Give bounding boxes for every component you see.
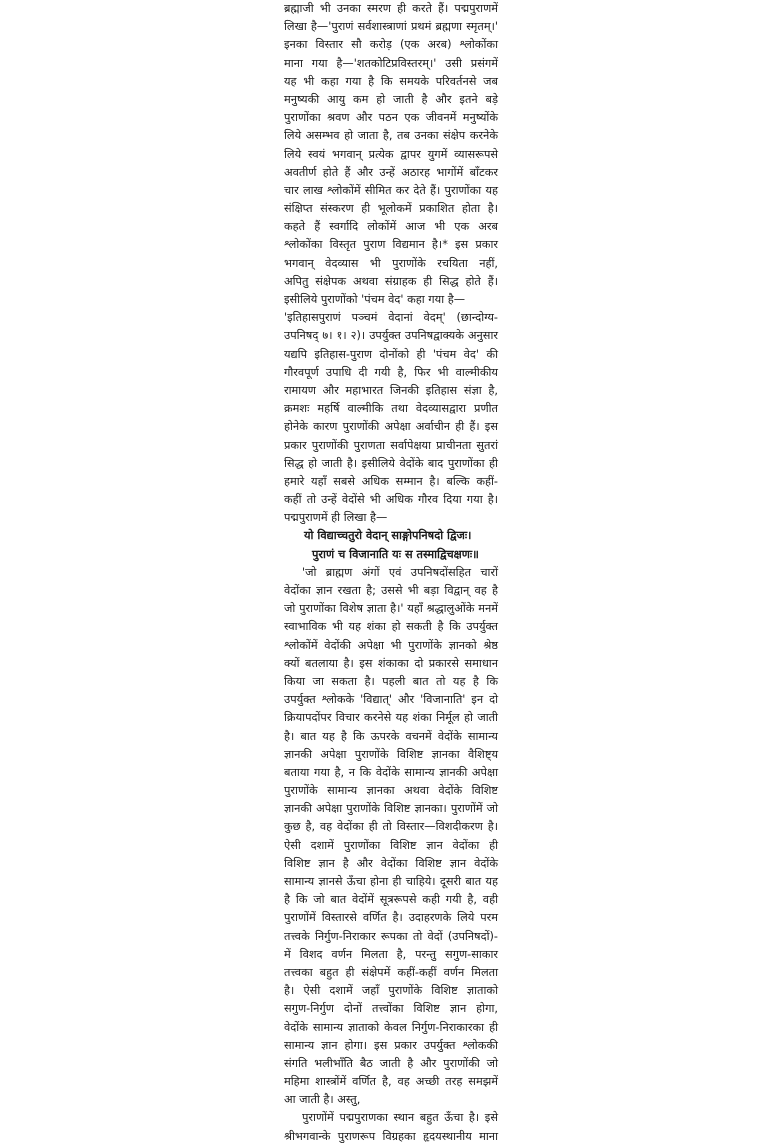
text-line: कुछ है, वह वेदोंका ही तो विस्तार—विशदीकरण है। <box>284 820 498 834</box>
text-line: है। ऐसी दशामें जहाँ पुराणोंके विशिष्ट ज्ञाताको <box>284 984 498 998</box>
text-line: में विशद वर्णन मिलता है, परन्तु सगुण-साकार <box>284 947 498 961</box>
text-line: श्लोकोंमें वेदोंकी अपेक्षा भी पुराणोंके ज्ञानको श्रेष्ठ <box>284 638 498 652</box>
text-line: पद्मपुराणमें ही लिखा है— <box>284 511 388 525</box>
text-line: विशिष्ट ज्ञान है और वेदोंका विशिष्ट ज्ञान वेदोंके <box>284 856 498 870</box>
text-line: संक्षिप्त संस्करण ही भूलोकमें प्रकाशित होता है। <box>284 202 498 216</box>
text-line: गौरवपूर्ण उपाधि दी गयी है, फिर भी वाल्मीकीय <box>284 365 498 379</box>
text-line: है कि जो बात वेदोंमें सूत्ररूपसे कही गयी है, वही <box>284 893 498 907</box>
text-line: क्यों बतलाया है। इस शंकाका दो प्रकारसे समाधान <box>284 656 498 670</box>
text-line: पुराणोंके सामान्य ज्ञानका अथवा वेदोंके विशिष्ट <box>284 784 498 798</box>
text-line: ऐसी दशामें पुराणोंका विशिष्ट ज्ञान वेदोंका ही <box>284 838 498 852</box>
text-line: भगवान् वेदव्यास भी पुराणोंके रचयिता नहीं, <box>284 256 498 270</box>
text-line: यद्यपि इतिहास-पुराण दोनोंको ही 'पंचम वेद' की <box>284 347 498 361</box>
text-line: बताया गया है, न कि वेदोंके सामान्य ज्ञानकी अपेक्षा <box>284 765 498 779</box>
text-line: सामान्य ज्ञान होगा। इस प्रकार उपर्युक्त श्लोककी <box>284 1038 498 1052</box>
text-line: प्रकार पुराणोंकी पुराणता सर्वापेक्षया प्राचीनता सुतरां <box>284 438 498 452</box>
text-line: इनका विस्तार सौ करोड़ (एक अरब) श्लोकोंका <box>284 38 498 52</box>
text-line: होनेके कारण पुराणोंकी अपेक्षा अर्वाचीन ही हैं। इस <box>284 420 498 434</box>
text-line: किया जा सकता है। पहली बात तो यह है कि <box>284 674 498 688</box>
text-line: अवतीर्ण होते हैं और उन्हें अठारह भागोंमें बाँटकर <box>284 165 498 179</box>
text-line: महिमा शास्त्रोंमें वर्णित है, वह अच्छी तरह समझमें <box>284 1075 498 1089</box>
text-line: मनुष्यकी आयु कम हो जाती है और इतने बड़े <box>284 92 498 106</box>
text-line: श्रीभगवान्के पुराणरूप विग्रहका हृदयस्थानीय माना <box>284 1129 498 1143</box>
text-line: क्रियापदोंपर विचार करनेसे यह शंका निर्मूल हो जाती <box>284 711 498 725</box>
text-line: पुराणोंमें पद्मपुराणका स्थान बहुत ऊँचा है। इसे <box>302 1111 498 1125</box>
text-line: है। बात यह है कि ऊपरके वचनमें वेदोंके सामान्य <box>284 729 498 743</box>
text-line: इसीलिये पुराणोंको 'पंचम वेद' कहा गया है— <box>284 293 466 306</box>
text-line: ज्ञानकी अपेक्षा पुराणोंके विशिष्ट ज्ञानका। पुराणोंमें जो <box>284 802 498 816</box>
text-line: ब्रह्माजी भी उनका स्मरण ही करते हैं। पद्मपुराणमें <box>284 2 498 15</box>
text-line: पुराणोंमें विस्तारसे वर्णित है। उदाहरणके लिये परम <box>284 911 498 925</box>
text-line: कहते हैं स्वर्गादि लोकोंमें आज भी एक अरब <box>284 220 498 234</box>
text-line: हमारे यहाँ सबसे अधिक सम्मान है। बल्कि कहीं- <box>284 474 498 488</box>
text-line: जो पुराणोंका विशेष ज्ञाता है।' यहाँ श्रद्धालुओंके मनमें <box>284 602 498 616</box>
text-line: संगति भलीभाँति बैठ जाती है और पुराणोंकी जो <box>284 1056 498 1070</box>
text-line: लिये असम्भव हो जाता है, तब उनका संक्षेप करनेके <box>284 129 498 143</box>
text-line: यह भी कहा गया है कि समयके परिवर्तनसे जब <box>284 74 498 88</box>
text-line: अपितु संक्षेपक अथवा संग्राहक ही सिद्ध होते हैं। <box>284 274 498 288</box>
text-line: पुराणोंका श्रवण और पठन एक जीवनमें मनुष्योंके <box>284 111 498 125</box>
text-line: श्लोकोंका विस्तृत पुराण विद्यमान है।* इस प्रकार <box>284 238 498 252</box>
document-page <box>284 0 498 1143</box>
text-line: लिखा है—'पुराणं सर्वशास्त्राणां प्रथमं ब्रह्मणा स्मृतम्।' <box>284 20 498 34</box>
text-line: सामान्य ज्ञानसे ऊँचा होना ही चाहिये। दूसरी बात यह <box>284 875 498 888</box>
text-line: माना गया है—'शतकोटिप्रविस्तरम्।' उसी प्रसंगमें <box>284 56 498 70</box>
text-line: आ जाती है। अस्तु, <box>284 1093 361 1107</box>
text-line: सिद्ध हो जाती है। इसीलिये वेदोंके बाद पुराणोंका ही <box>284 456 498 470</box>
text-line: तत्त्वका बहुत ही संक्षेपमें कहीं-कहीं वर्णन मिलता <box>284 965 498 979</box>
text-line: कहीं तो उन्हें वेदोंसे भी अधिक गौरव दिया गया है। <box>284 493 498 507</box>
text-line: 'इतिहासपुराणं पञ्चमं वेदानां वेदम्' (छान्दोग्य- <box>284 311 498 325</box>
verse-line: पुराणं च विजानाति यः स तस्माद्विचक्षणः॥ <box>312 547 479 561</box>
text-line: तत्त्वके निर्गुण-निराकार रूपका तो वेदों (उपनिषदों)- <box>284 929 498 943</box>
text-line: वेदोंके सामान्य ज्ञाताको केवल निर्गुण-निराकारका ही <box>284 1020 498 1034</box>
text-line: 'जो ब्राह्मण अंगों एवं उपनिषदोंसहित चारों <box>302 565 498 579</box>
text-line: उपनिषद् ७। १। २)। उपर्युक्त उपनिषद्वाक्यके अनुसार <box>284 329 498 343</box>
verse-line: यो विद्याच्चतुरो वेदान् साङ्गोपनिषदो द्विजः। <box>304 529 472 543</box>
text-line: रामायण और महाभारत जिनकी इतिहास संज्ञा है, <box>284 383 498 397</box>
text-line: क्रमशः महर्षि वाल्मीकि तथा वेदव्यासद्वारा प्रणीत <box>284 402 498 416</box>
text-line: वेदोंका ज्ञान रखता है; उससे भी बड़ा विद्वान् वह है <box>284 584 498 597</box>
text-line: स्वाभाविक भी यह शंका हो सकती है कि उपर्युक्त <box>284 620 498 634</box>
text-line: ज्ञानकी अपेक्षा पुराणोंके विशिष्ट ज्ञानका वैशिष्ट्य <box>284 747 498 761</box>
text-line: सगुण-निर्गुण दोनों तत्त्वोंका विशिष्ट ज्ञान होगा, <box>284 1002 498 1016</box>
text-line: लिये स्वयं भगवान् प्रत्येक द्वापर युगमें व्यासरूपसे <box>284 147 498 161</box>
text-line: उपर्युक्त श्लोकके 'विद्यात्' और 'विजानाति' इन दो <box>284 693 498 707</box>
text-line: चार लाख श्लोकोंमें सीमित कर देते हैं। पुराणोंका यह <box>284 183 498 197</box>
